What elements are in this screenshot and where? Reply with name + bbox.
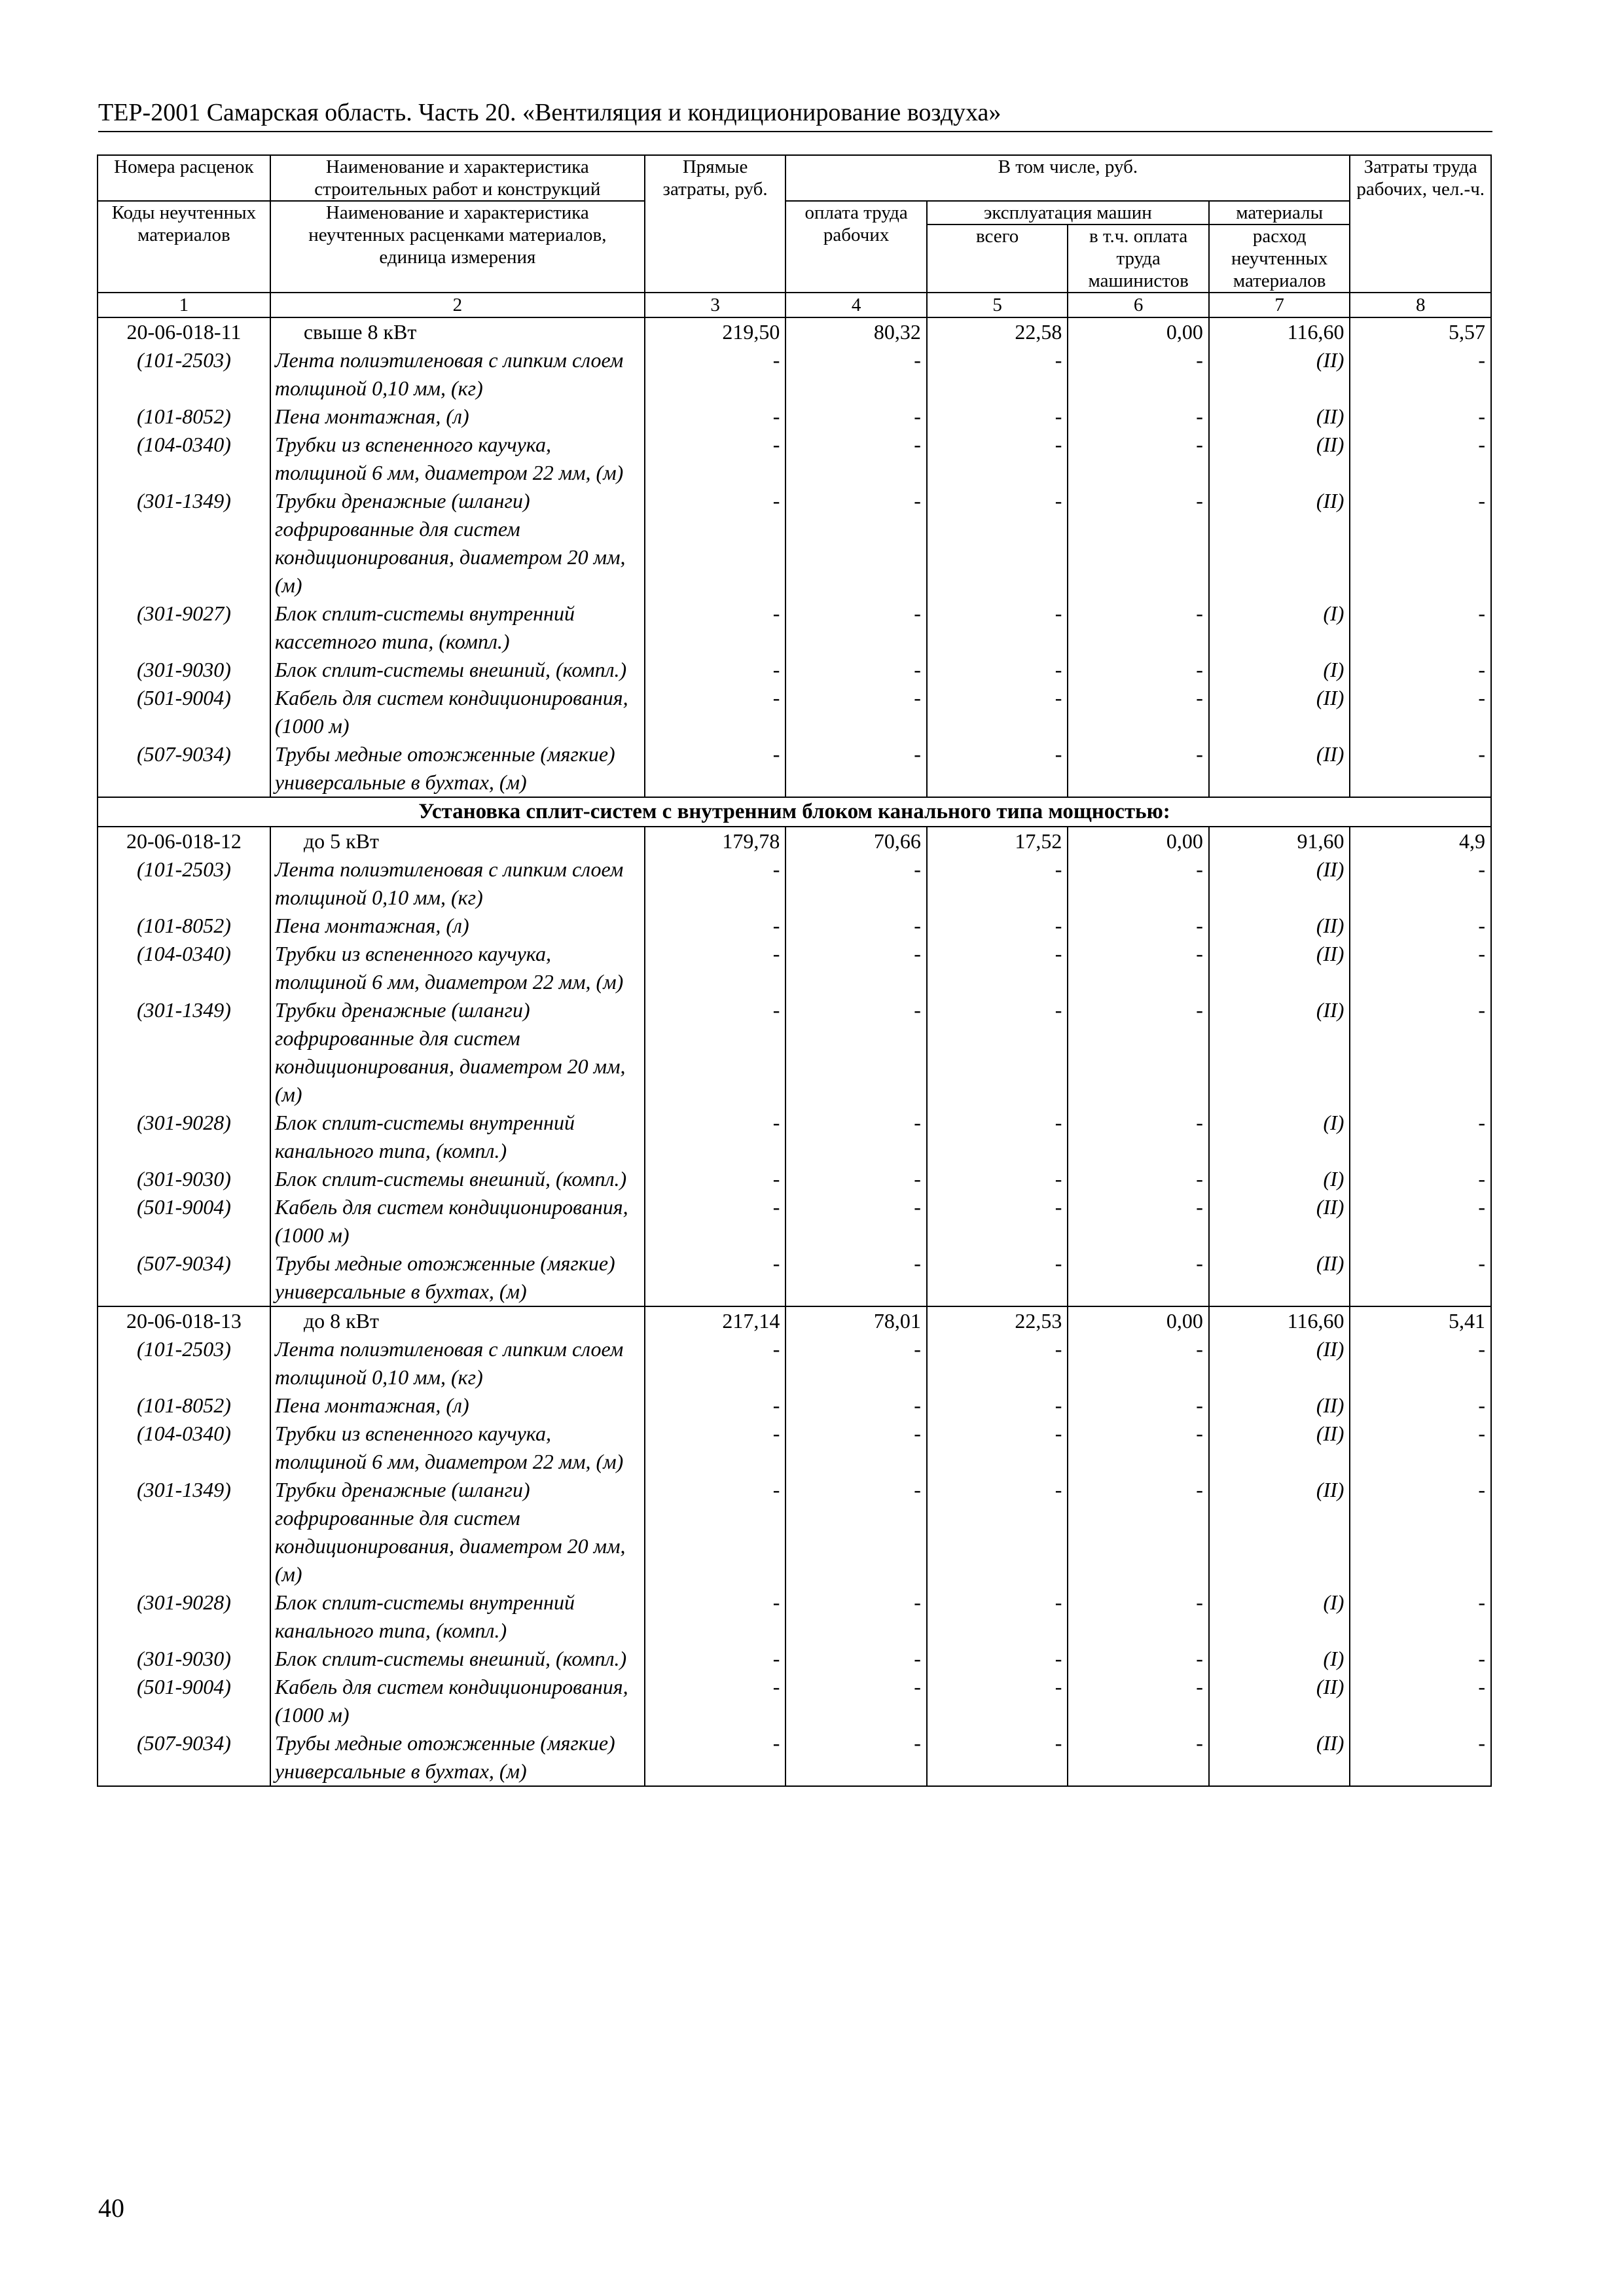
column-number: 4 <box>785 293 927 317</box>
labor-hours: 5,41 <box>1350 1306 1491 1335</box>
material-class: (II) <box>1209 996 1350 1109</box>
empty-value: - <box>927 1729 1068 1786</box>
material-name: Блок сплит-системы внутренний канального типа, (компл.) <box>270 1109 645 1165</box>
material-class: (II) <box>1209 1391 1350 1420</box>
empty-value: - <box>927 940 1068 996</box>
empty-value: - <box>785 1673 927 1729</box>
material-class: (II) <box>1209 912 1350 940</box>
empty-value: - <box>645 684 786 740</box>
material-row <box>98 1420 1491 1476</box>
material-row <box>98 656 1491 684</box>
material-code: (101-2503) <box>98 346 270 403</box>
empty-value: - <box>1350 403 1491 431</box>
material-class: (II) <box>1209 684 1350 740</box>
empty-value: - <box>645 1335 786 1391</box>
machinists-pay: 0,00 <box>1068 1306 1209 1335</box>
labor-pay: 70,66 <box>785 827 927 855</box>
empty-value: - <box>1350 912 1491 940</box>
material-class: (II) <box>1209 940 1350 996</box>
table-body <box>98 317 1491 1786</box>
empty-value: - <box>1068 912 1209 940</box>
material-name: Кабель для систем кондиционирования, (1000 м) <box>270 1193 645 1249</box>
material-code: (104-0340) <box>98 940 270 996</box>
material-name: Пена монтажная, (л) <box>270 1391 645 1420</box>
empty-value: - <box>1350 1109 1491 1165</box>
material-name: Пена монтажная, (л) <box>270 403 645 431</box>
empty-value: - <box>1350 1673 1491 1729</box>
empty-value: - <box>927 740 1068 797</box>
empty-value: - <box>1068 684 1209 740</box>
material-class: (II) <box>1209 346 1350 403</box>
material-row <box>98 912 1491 940</box>
empty-value: - <box>645 855 786 912</box>
labor-hours: 4,9 <box>1350 827 1491 855</box>
empty-value: - <box>1068 656 1209 684</box>
empty-value: - <box>785 346 927 403</box>
empty-value: - <box>927 912 1068 940</box>
material-class: (I) <box>1209 1645 1350 1673</box>
empty-value: - <box>1068 940 1209 996</box>
empty-value: - <box>1068 1335 1209 1391</box>
material-class: (II) <box>1209 1335 1350 1391</box>
material-class: (II) <box>1209 740 1350 797</box>
material-name: Блок сплит-системы внешний, (компл.) <box>270 1165 645 1193</box>
machinists-pay: 0,00 <box>1068 827 1209 855</box>
empty-value: - <box>645 487 786 600</box>
header-direct-costs: Прямые затраты, руб. <box>645 155 786 293</box>
empty-value: - <box>645 403 786 431</box>
rate-row <box>98 1306 1491 1335</box>
material-name: Кабель для систем кондиционирования, (1000 м) <box>270 1673 645 1729</box>
machines-total: 22,58 <box>927 317 1068 346</box>
column-number: 8 <box>1350 293 1491 317</box>
material-row <box>98 1391 1491 1420</box>
material-name: Трубы медные отожженные (мягкие) универсальные в бухтах, (м) <box>270 740 645 797</box>
material-code: (301-1349) <box>98 996 270 1109</box>
rates-table <box>97 154 1492 1787</box>
empty-value: - <box>785 1391 927 1420</box>
empty-value: - <box>1350 1588 1491 1645</box>
empty-value: - <box>1350 346 1491 403</box>
empty-value: - <box>785 740 927 797</box>
header-machines-total: всего <box>927 224 1068 293</box>
material-row <box>98 1335 1491 1391</box>
rate-name: до 8 кВт <box>270 1306 645 1335</box>
header-labor-pay: оплата труда рабочих <box>785 201 927 293</box>
rate-code: 20-06-018-11 <box>98 317 270 346</box>
machines-total: 17,52 <box>927 827 1068 855</box>
material-class: (I) <box>1209 1165 1350 1193</box>
material-code: (301-9028) <box>98 1109 270 1165</box>
rate-row <box>98 827 1491 855</box>
material-class: (I) <box>1209 1588 1350 1645</box>
material-row <box>98 940 1491 996</box>
header-material-names: Наименование и характеристика неучтенных расценками материалов, единица измерения <box>270 201 645 293</box>
empty-value: - <box>1350 1193 1491 1249</box>
rate-code: 20-06-018-13 <box>98 1306 270 1335</box>
header-machinists-pay: в т.ч. оплата труда машинистов <box>1068 224 1209 293</box>
material-name: Кабель для систем кондиционирования, (1000 м) <box>270 684 645 740</box>
empty-value: - <box>927 1476 1068 1588</box>
empty-value: - <box>1068 1645 1209 1673</box>
material-row <box>98 1588 1491 1645</box>
material-class: (I) <box>1209 656 1350 684</box>
material-row <box>98 1729 1491 1786</box>
empty-value: - <box>1350 1476 1491 1588</box>
empty-value: - <box>927 1420 1068 1476</box>
empty-value: - <box>1350 1249 1491 1306</box>
header-divider <box>98 131 1492 132</box>
page-number: 40 <box>98 2193 124 2223</box>
section-heading: Установка сплит-систем с внутренним блоком канального типа мощностью: <box>98 797 1491 827</box>
empty-value: - <box>1350 1645 1491 1673</box>
material-row <box>98 1249 1491 1306</box>
direct-costs: 179,78 <box>645 827 786 855</box>
empty-value: - <box>645 996 786 1109</box>
empty-value: - <box>1068 1391 1209 1420</box>
empty-value: - <box>645 740 786 797</box>
empty-value: - <box>645 940 786 996</box>
section-heading-row <box>98 797 1491 827</box>
empty-value: - <box>645 1420 786 1476</box>
empty-value: - <box>645 656 786 684</box>
material-row <box>98 403 1491 431</box>
rate-name: до 5 кВт <box>270 827 645 855</box>
empty-value: - <box>1068 487 1209 600</box>
header-including: В том числе, руб. <box>785 155 1350 201</box>
material-code: (301-1349) <box>98 487 270 600</box>
table-header <box>98 155 1491 317</box>
empty-value: - <box>645 1249 786 1306</box>
empty-value: - <box>645 1645 786 1673</box>
empty-value: - <box>645 1109 786 1165</box>
material-class: (II) <box>1209 431 1350 487</box>
empty-value: - <box>785 1645 927 1673</box>
labor-pay: 80,32 <box>785 317 927 346</box>
material-code: (501-9004) <box>98 684 270 740</box>
empty-value: - <box>645 431 786 487</box>
empty-value: - <box>1350 1420 1491 1476</box>
empty-value: - <box>927 656 1068 684</box>
empty-value: - <box>645 1476 786 1588</box>
empty-value: - <box>927 684 1068 740</box>
empty-value: - <box>645 1165 786 1193</box>
column-number: 5 <box>927 293 1068 317</box>
material-row <box>98 431 1491 487</box>
material-name: Трубки дренажные (шланги) гофрированные для систем кондиционирования, диаметром 20 мм, (м) <box>270 1476 645 1588</box>
material-row <box>98 996 1491 1109</box>
empty-value: - <box>1350 487 1491 600</box>
labor-pay: 78,01 <box>785 1306 927 1335</box>
column-number: 2 <box>270 293 645 317</box>
empty-value: - <box>1350 600 1491 656</box>
empty-value: - <box>785 1165 927 1193</box>
material-row <box>98 1165 1491 1193</box>
material-row <box>98 1109 1491 1165</box>
material-name: Лента полиэтиленовая с липким слоем толщиной 0,10 мм, (кг) <box>270 346 645 403</box>
empty-value: - <box>927 1109 1068 1165</box>
material-code: (507-9034) <box>98 1729 270 1786</box>
column-number: 6 <box>1068 293 1209 317</box>
empty-value: - <box>785 600 927 656</box>
empty-value: - <box>1350 684 1491 740</box>
material-class: (II) <box>1209 1420 1350 1476</box>
material-class: (II) <box>1209 855 1350 912</box>
empty-value: - <box>927 600 1068 656</box>
material-name: Лента полиэтиленовая с липким слоем толщиной 0,10 мм, (кг) <box>270 855 645 912</box>
material-class: (II) <box>1209 403 1350 431</box>
materials-cost: 91,60 <box>1209 827 1350 855</box>
empty-value: - <box>645 600 786 656</box>
material-code: (501-9004) <box>98 1193 270 1249</box>
empty-value: - <box>645 1193 786 1249</box>
material-name: Трубы медные отожженные (мягкие) универсальные в бухтах, (м) <box>270 1729 645 1786</box>
empty-value: - <box>645 346 786 403</box>
empty-value: - <box>785 487 927 600</box>
empty-value: - <box>927 1249 1068 1306</box>
header-unaccounted-materials: расход неучтенных материалов <box>1209 224 1350 293</box>
empty-value: - <box>1068 431 1209 487</box>
material-code: (101-2503) <box>98 1335 270 1391</box>
empty-value: - <box>785 1249 927 1306</box>
empty-value: - <box>927 1391 1068 1420</box>
empty-value: - <box>785 1335 927 1391</box>
empty-value: - <box>785 1729 927 1786</box>
material-code: (301-9028) <box>98 1588 270 1645</box>
header-material-codes: Коды неучтенных материалов <box>98 201 270 293</box>
material-name: Пена монтажная, (л) <box>270 912 645 940</box>
empty-value: - <box>1350 940 1491 996</box>
empty-value: - <box>1068 740 1209 797</box>
material-code: (301-9030) <box>98 1645 270 1673</box>
material-class: (II) <box>1209 1673 1350 1729</box>
empty-value: - <box>785 912 927 940</box>
material-class: (I) <box>1209 600 1350 656</box>
empty-value: - <box>1350 855 1491 912</box>
header-labor-hours: Затраты труда рабочих, чел.-ч. <box>1350 155 1491 293</box>
rate-code: 20-06-018-12 <box>98 827 270 855</box>
material-row <box>98 855 1491 912</box>
material-name: Трубы медные отожженные (мягкие) универсальные в бухтах, (м) <box>270 1249 645 1306</box>
empty-value: - <box>927 1165 1068 1193</box>
column-number: 3 <box>645 293 786 317</box>
materials-cost: 116,60 <box>1209 1306 1350 1335</box>
labor-hours: 5,57 <box>1350 317 1491 346</box>
empty-value: - <box>927 403 1068 431</box>
empty-value: - <box>927 1335 1068 1391</box>
empty-value: - <box>1068 1249 1209 1306</box>
empty-value: - <box>785 940 927 996</box>
material-name: Трубки дренажные (шланги) гофрированные для систем кондиционирования, диаметром 20 мм, (м) <box>270 487 645 600</box>
materials-cost: 116,60 <box>1209 317 1350 346</box>
empty-value: - <box>927 1588 1068 1645</box>
material-code: (501-9004) <box>98 1673 270 1729</box>
header-machines: эксплуатация машин <box>927 201 1209 224</box>
empty-value: - <box>927 1673 1068 1729</box>
material-name: Блок сплит-системы внешний, (компл.) <box>270 1645 645 1673</box>
material-row <box>98 684 1491 740</box>
empty-value: - <box>1068 600 1209 656</box>
empty-value: - <box>1068 1729 1209 1786</box>
direct-costs: 217,14 <box>645 1306 786 1335</box>
material-code: (101-8052) <box>98 1391 270 1420</box>
empty-value: - <box>645 1729 786 1786</box>
empty-value: - <box>785 1109 927 1165</box>
material-name: Блок сплит-системы внешний, (компл.) <box>270 656 645 684</box>
material-code: (101-2503) <box>98 855 270 912</box>
material-row <box>98 600 1491 656</box>
empty-value: - <box>1068 1588 1209 1645</box>
material-name: Трубки дренажные (шланги) гофрированные для систем кондиционирования, диаметром 20 мм, (м) <box>270 996 645 1109</box>
empty-value: - <box>1350 740 1491 797</box>
material-row <box>98 1193 1491 1249</box>
empty-value: - <box>785 1476 927 1588</box>
material-name: Блок сплит-системы внутренний канального типа, (компл.) <box>270 1588 645 1645</box>
empty-value: - <box>1350 1165 1491 1193</box>
empty-value: - <box>1068 996 1209 1109</box>
header-work-name: Наименование и характеристика строительных работ и конструкций <box>270 155 645 201</box>
empty-value: - <box>785 403 927 431</box>
empty-value: - <box>1068 403 1209 431</box>
machines-total: 22,53 <box>927 1306 1068 1335</box>
column-number: 7 <box>1209 293 1350 317</box>
empty-value: - <box>1350 656 1491 684</box>
material-code: (507-9034) <box>98 1249 270 1306</box>
empty-value: - <box>927 431 1068 487</box>
material-class: (II) <box>1209 1249 1350 1306</box>
material-row <box>98 346 1491 403</box>
material-row <box>98 1476 1491 1588</box>
material-row <box>98 487 1491 600</box>
material-class: (II) <box>1209 487 1350 600</box>
machinists-pay: 0,00 <box>1068 317 1209 346</box>
material-code: (507-9034) <box>98 740 270 797</box>
header-rate-number: Номера расценок <box>98 155 270 201</box>
page-title: ТЕР-2001 Самарская область. Часть 20. «Вентиляция и кондиционирование воздуха» <box>98 99 1001 126</box>
empty-value: - <box>927 996 1068 1109</box>
material-code: (104-0340) <box>98 1420 270 1476</box>
empty-value: - <box>1350 431 1491 487</box>
material-code: (104-0340) <box>98 431 270 487</box>
empty-value: - <box>1068 1193 1209 1249</box>
material-row <box>98 1673 1491 1729</box>
material-name: Трубки из вспененного каучука, толщиной 6 мм, диаметром 22 мм, (м) <box>270 1420 645 1476</box>
material-class: (I) <box>1209 1109 1350 1165</box>
material-code: (301-9030) <box>98 656 270 684</box>
material-name: Трубки из вспененного каучука, толщиной 6 мм, диаметром 22 мм, (м) <box>270 940 645 996</box>
empty-value: - <box>927 487 1068 600</box>
empty-value: - <box>785 1193 927 1249</box>
material-code: (301-9030) <box>98 1165 270 1193</box>
empty-value: - <box>645 1673 786 1729</box>
material-code: (101-8052) <box>98 403 270 431</box>
empty-value: - <box>1068 1476 1209 1588</box>
empty-value: - <box>785 1420 927 1476</box>
empty-value: - <box>1068 1673 1209 1729</box>
material-class: (II) <box>1209 1193 1350 1249</box>
empty-value: - <box>927 855 1068 912</box>
empty-value: - <box>785 431 927 487</box>
empty-value: - <box>785 656 927 684</box>
empty-value: - <box>1350 1729 1491 1786</box>
empty-value: - <box>785 855 927 912</box>
material-row <box>98 1645 1491 1673</box>
rate-row <box>98 317 1491 346</box>
empty-value: - <box>785 996 927 1109</box>
empty-value: - <box>785 1588 927 1645</box>
empty-value: - <box>1350 996 1491 1109</box>
empty-value: - <box>1068 1109 1209 1165</box>
material-row <box>98 740 1491 797</box>
material-name: Блок сплит-системы внутренний кассетного типа, (компл.) <box>270 600 645 656</box>
empty-value: - <box>1068 1165 1209 1193</box>
column-number: 1 <box>98 293 270 317</box>
empty-value: - <box>1350 1391 1491 1420</box>
material-name: Трубки из вспененного каучука, толщиной 6 мм, диаметром 22 мм, (м) <box>270 431 645 487</box>
empty-value: - <box>927 1193 1068 1249</box>
empty-value: - <box>1068 346 1209 403</box>
material-code: (301-1349) <box>98 1476 270 1588</box>
empty-value: - <box>1068 855 1209 912</box>
header-materials: материалы <box>1209 201 1350 224</box>
material-name: Лента полиэтиленовая с липким слоем толщиной 0,10 мм, (кг) <box>270 1335 645 1391</box>
rate-name: свыше 8 кВт <box>270 317 645 346</box>
direct-costs: 219,50 <box>645 317 786 346</box>
material-class: (II) <box>1209 1729 1350 1786</box>
empty-value: - <box>645 1588 786 1645</box>
material-code: (101-8052) <box>98 912 270 940</box>
empty-value: - <box>927 346 1068 403</box>
material-class: (II) <box>1209 1476 1350 1588</box>
empty-value: - <box>927 1645 1068 1673</box>
material-code: (301-9027) <box>98 600 270 656</box>
empty-value: - <box>1068 1420 1209 1476</box>
empty-value: - <box>785 684 927 740</box>
empty-value: - <box>645 1391 786 1420</box>
empty-value: - <box>1350 1335 1491 1391</box>
empty-value: - <box>645 912 786 940</box>
